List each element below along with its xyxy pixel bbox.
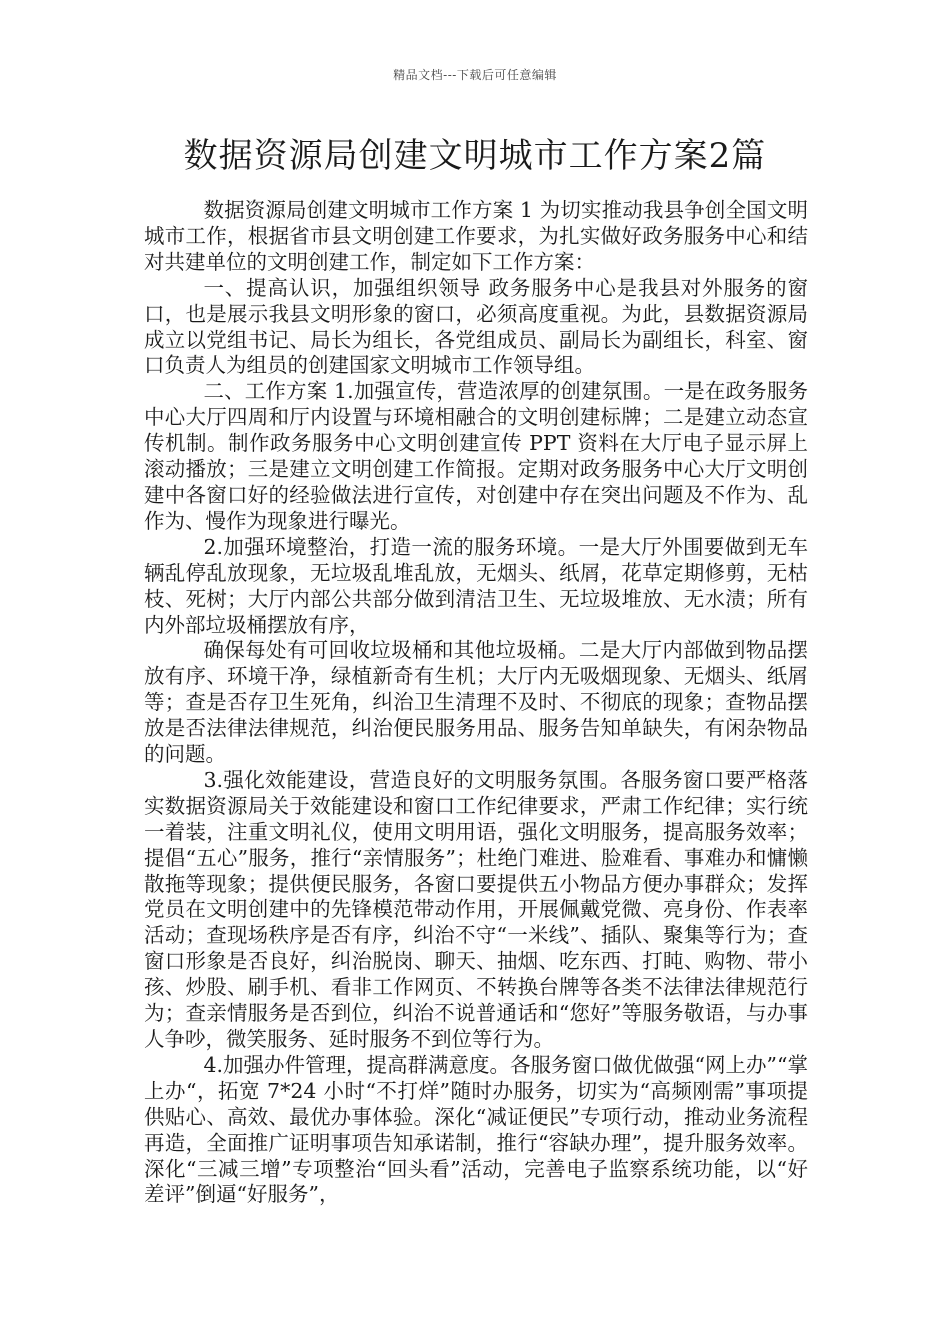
paragraph-item-2-cont: 确保每处有可回收垃圾桶和其他垃圾桶。二是大厅内部做到物品摆放有序、环境干净，绿植新奇有生机；大厅内无吸烟现象、无烟头、纸屑等；查是否存卫生死角，纠治卫生清理不及时、不彻底的现象；查物品摆放是否法律法律规范，纠治便民服务用品、服务告知单缺失，有闲杂物品的问题。 (144, 638, 808, 767)
paragraph-item-3: 3.强化效能建设，营造良好的文明服务氛围。各服务窗口要严格落实数据资源局关于效能建设和窗口工作纪律要求，严肃工作纪律；实行统一着装，注重文明礼仪，使用文明用语，强化文明服务，提高服务效率；提倡“五心”服务，推行“亲情服务”；杜绝门难进、脸难看、事难办和慵懒散拖等现象；提供便民服务，各窗口要提供五小物品方便办事群众；发挥党员在文明创建中的先锋模范带动作用，开展佩戴党微、亮身份、作表率活动；查现场秩序是否有序，纠治不守“一米线”、插队、聚集等行为；查窗口形象是否良好，纠治脱岗、聊天、抽烟、吃东西、打盹、购物、带小孩、炒股、刷手机、看非工作网页、不转换台牌等各类不法律法律规范行为；查亲情服务是否到位，纠治不说普通话和“您好”等服务敬语，与办事人争吵，微笑服务、延时服务不到位等行为。 (144, 767, 808, 1051)
paragraph-item-4: 4.加强办件管理，提高群满意度。各服务窗口做优做强“网上办”“掌上办“，拓宽 7*24 小时“不打烊”随时办服务，切实为“高频刚需”事项提供贴心、高效、最优办事体验。深化“减证便民”专项行动，推动业务流程再造，全面推广证明事项告知承诺制，推行“容缺办理”，提升服务效率。深化“三减三增”专项整治“回头看”活动，完善电子监察系统功能，以“好差评”倒逼“好服务”， (144, 1052, 808, 1207)
paragraph-section-1: 一、提高认识，加强组织领导 政务服务中心是我县对外服务的窗口，也是展示我县文明形象的窗口，必须高度重视。为此，县数据资源局成立以党组书记、局长为组长，各党组成员、副局长为副组长，科室、窗口负责人为组员的创建国家文明城市工作领导组。 (144, 275, 808, 378)
paragraph-item-2: 2.加强环境整治，打造一流的服务环境。一是大厅外围要做到无车辆乱停乱放现象，无垃圾乱堆乱放，无烟头、纸屑，花草定期修剪，无枯枝、死树；大厅内部公共部分做到清洁卫生、无垃圾堆放、无水渍；所有内外部垃圾桶摆放有序， (144, 534, 808, 637)
document-title: 数据资源局创建文明城市工作方案2篇 (183, 136, 767, 176)
document-body (144, 198, 808, 1208)
paragraph-intro: 数据资源局创建文明城市工作方案 1 为切实推动我县争创全国文明城市工作，根据省市县文明创建工作要求，为扎实做好政务服务中心和结对共建单位的文明创建工作，制定如下工作方案： (144, 198, 808, 274)
paragraph-section-2: 二、工作方案 1.加强宣传，营造浓厚的创建氛围。一是在政务服务中心大厅四周和厅内设置与环境相融合的文明创建标牌；二是建立动态宣传机制。制作政务服务中心文明创建宣传 PPT 资料在大厅电子显示屏上滚动播放；三是建立文明创建工作简报。定期对政务服务中心大厅文明创建中各窗口好的经验做法进行宣传，对创建中存在突出问题及不作为、乱作为、慢作为现象进行曝光。 (144, 379, 808, 533)
header-note: 精品文档---下载后可任意编辑 (393, 68, 557, 82)
